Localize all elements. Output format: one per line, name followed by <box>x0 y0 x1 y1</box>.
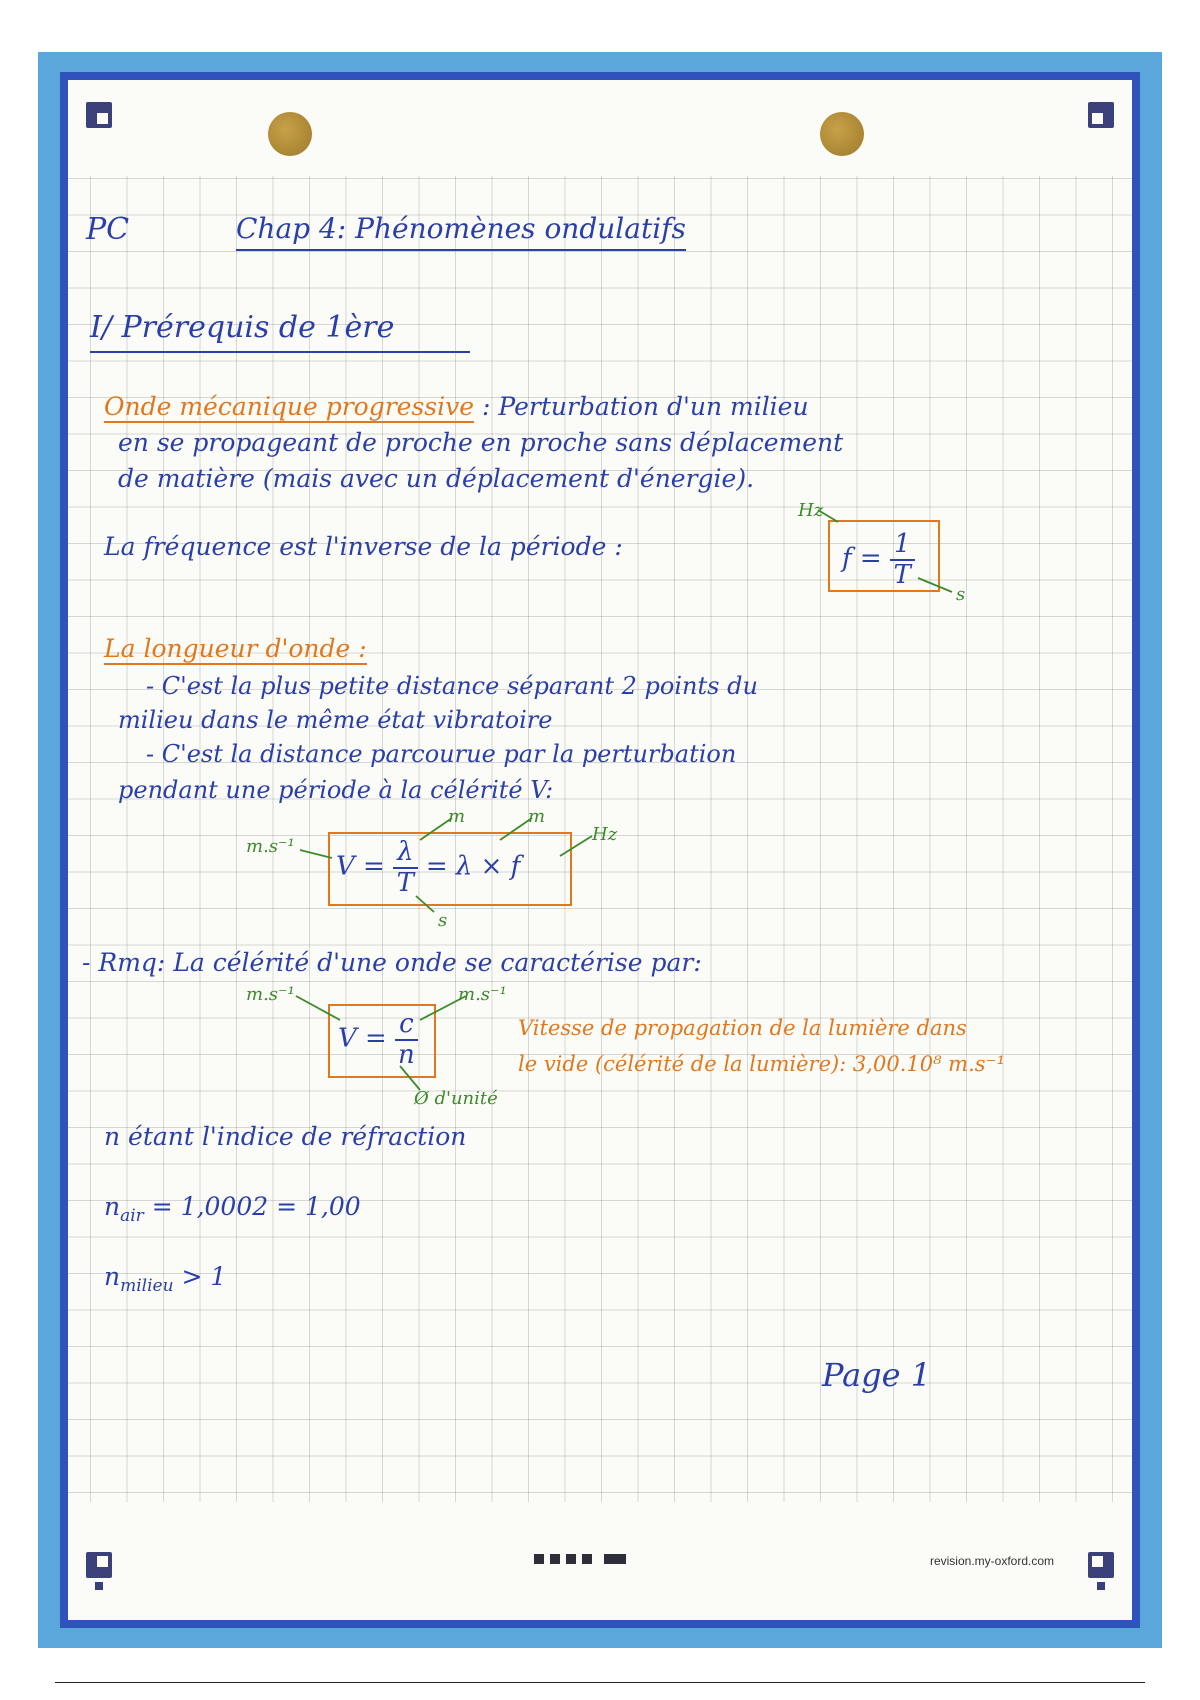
arrow-hz-f <box>560 836 592 856</box>
page-number: Page 1 <box>822 1356 932 1394</box>
longueur-unit-m1: m <box>448 806 466 827</box>
frequence-formula-lhs: f = <box>842 543 882 574</box>
longueur-unit-hz: Hz <box>592 824 618 845</box>
n-milieu-value: > 1 <box>181 1262 227 1291</box>
frequence-num: 1 <box>890 530 915 561</box>
longueur-unit-ms: m.s⁻¹ <box>246 836 295 857</box>
rmq-note-line1: Vitesse de propagation de la lumière dans <box>518 1016 967 1040</box>
longueur-item1-line2: milieu dans le même état vibratoire <box>118 706 553 734</box>
frequence-den: T <box>893 559 911 590</box>
onde-term: Onde mécanique progressive <box>104 392 475 421</box>
n-air-value: = 1,0002 = 1,00 <box>151 1192 361 1221</box>
section-title: I/ Prérequis de 1ère <box>90 310 470 353</box>
bottom-rule-line <box>55 1682 1145 1683</box>
longueur-unit-m2: m <box>528 806 546 827</box>
rmq-num: c <box>395 1010 418 1041</box>
arrow-hz-freq <box>818 510 838 522</box>
longueur-unit-s: s <box>438 910 448 931</box>
arrow-ms-left <box>296 996 340 1020</box>
onde-def-line2: en se propageant de proche en proche sans déplacement <box>118 428 844 457</box>
longueur-item2-line2: pendant une période à la célérité V: <box>118 776 554 804</box>
indice-text: n étant l'indice de réfraction <box>104 1122 467 1151</box>
onde-def-line1: : Perturbation d'un milieu <box>482 392 809 421</box>
arrow-no-unit <box>400 1066 420 1090</box>
rmq-unit-right: m.s⁻¹ <box>458 984 507 1005</box>
rmq-unit-left: m.s⁻¹ <box>246 984 295 1005</box>
rmq-formula-lhs: V = <box>338 1023 387 1054</box>
rmq-note-line2: le vide (célérité de la lumière): 3,00.10⁸ m.s⁻¹ <box>518 1052 1006 1076</box>
arrow-s-t <box>416 896 434 912</box>
n-air-sub: air <box>120 1206 144 1226</box>
arrow-m-lambda1 <box>420 818 452 840</box>
longueur-formula-rhs: = λ × f <box>425 851 521 882</box>
rmq-den: n <box>398 1039 415 1070</box>
frequence-unit-hz: Hz <box>798 500 824 521</box>
arrow-s-freq <box>918 578 952 592</box>
frequence-unit-s: s <box>956 584 966 605</box>
footer-url: revision.my-oxford.com <box>929 1554 1054 1568</box>
rmq-unit-none: Ø d'unité <box>414 1088 498 1109</box>
longueur-num: λ <box>393 838 417 869</box>
longueur-title: La longueur d'onde : <box>104 634 367 663</box>
longueur-den: T <box>396 867 414 898</box>
arrow-ms-right <box>420 996 466 1020</box>
n-milieu-label: n <box>104 1262 121 1291</box>
frequence-text: La fréquence est l'inverse de la période : <box>104 532 623 561</box>
arrow-ms-v <box>300 850 332 858</box>
subject-label: PC <box>86 212 130 247</box>
longueur-formula-lhs: V = <box>336 851 385 882</box>
chapter-title: Chap 4: Phénomènes ondulatifs <box>236 212 686 251</box>
longueur-item2-line1: - C'est la distance parcourue par la perturbation <box>146 740 737 768</box>
n-milieu-sub: milieu <box>120 1276 174 1296</box>
arrow-m-lambda2 <box>500 818 532 840</box>
n-air-label: n <box>104 1192 121 1221</box>
longueur-item1-line1: - C'est la plus petite distance séparant 2 points du <box>146 672 758 700</box>
rmq-text: - Rmq: La célérité d'une onde se caractérise par: <box>82 948 702 977</box>
onde-def-line3: de matière (mais avec un déplacement d'énergie). <box>118 464 755 493</box>
